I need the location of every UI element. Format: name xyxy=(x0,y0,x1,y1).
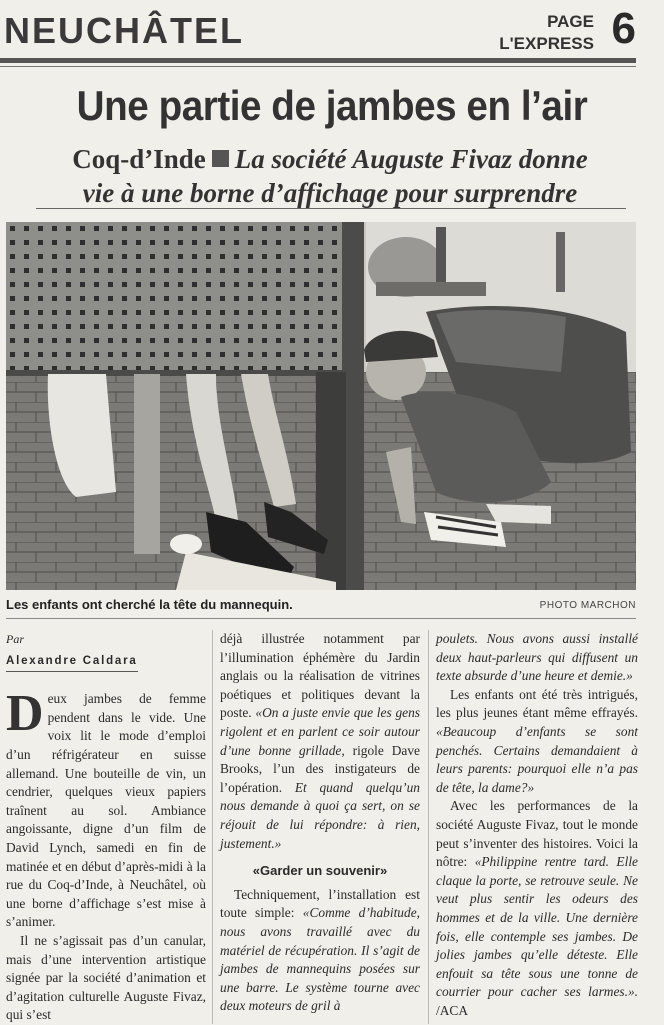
col1-paragraph-2: Il ne s’agissait pas d’un canular, mais d’une intervention artistique signée par la société d’animation et d’agitation culturelle Auguste Fivaz, qui s’est xyxy=(6,932,206,1023)
subheadline xyxy=(20,142,640,210)
col1-paragraph-1 xyxy=(6,685,206,932)
deck-line-1: La société Auguste Fivaz donne xyxy=(234,144,588,174)
masthead-rule xyxy=(0,58,636,63)
col2-p1-quote-2: Et quand quelqu’un nous demande à quoi ça sert, on se réjouit de lui répondre: à rien, justement.» xyxy=(220,779,420,851)
col2-p1-b: rigole Dave Brooks, l’un des instigateurs de l’opération. xyxy=(220,742,420,795)
intertitle: «Garder un souvenir» xyxy=(252,863,388,879)
page-number: 6 xyxy=(611,4,636,53)
article-photo xyxy=(6,222,636,590)
col3-p3-quote: «Philippine rentre tard. Elle claque la porte, se retrouve seule. Ne veut plus sentir les odeurs des hommes et de la ville. Une dernière fois, elle contemple ses jambes. De jolies jambes qu’elle déteste. Elle enfouit sa tête sous une tonne de courrier pour cacher ses larmes.». xyxy=(436,854,638,1000)
column-divider xyxy=(212,630,213,1024)
col1-p1-text: eux jambes de femme pendent dans le vide. Une voix lit le mode d’emploi d’un réfrigérateur en suisse allemand. Une bouteille de vin, un cendrier, quelques vieux papiers traînent au sol. Ambiance angoissante, digne d’un film de David Lynch, samedi en fin de matinée et en début d’après-midi à la rue du Coq-d’Inde, à Neuchâtel, où une borne d’affichage s’est mise à s’animer. xyxy=(6,691,206,930)
col3-p3-a: Avec les performances de la société Auguste Fivaz, tout le monde peut s’inventer des histoires. Voici la nôtre: xyxy=(436,798,638,870)
photo-illustration xyxy=(6,222,636,590)
column-1 xyxy=(6,630,206,1025)
byline-by: Par xyxy=(6,632,24,646)
col3-paragraph-1: poulets. Nous avons aussi installé deux haut-parleurs qui diffusent un texte absurde d’une heure et demie.» xyxy=(436,631,638,684)
column-divider xyxy=(428,630,429,1024)
drop-cap: D xyxy=(6,685,44,743)
square-bullet-icon xyxy=(212,150,229,167)
deck-line-2: vie à une borne d’affichage pour surprendre xyxy=(82,178,578,208)
newspaper-name: L'EXPRESS xyxy=(499,34,594,53)
photo-caption: Les enfants ont cherché la tête du mannequin. xyxy=(6,597,293,612)
col3-paragraph-3 xyxy=(436,797,638,1020)
col2-paragraph-2 xyxy=(220,886,420,1016)
photo-credit: PHOTO MARCHON xyxy=(539,600,636,611)
col2-paragraph-1 xyxy=(220,630,420,853)
section-name: NEUCHÂTEL xyxy=(4,10,244,51)
column-2 xyxy=(220,630,420,1016)
col2-p1-quote-1: «On a juste envie que les gens rigolent et en parlent ce soir autour d’une bonne grillade, xyxy=(220,705,420,758)
rubric: Coq-d’Inde xyxy=(72,144,206,174)
col3-p2-a: Les enfants ont été très intrigués, les plus jeunes étant même effrayés. xyxy=(436,686,638,721)
column-3 xyxy=(436,630,638,1020)
col3-paragraph-2 xyxy=(436,686,638,798)
col2-p2-quote: «Comme d’habitude, nous avons travaillé avec du matériel de récupération. Il s’agit de jambes de mannequins posées sur une barre. Le système tourne avec deux moteurs de gril à xyxy=(220,905,420,1014)
masthead-thin-rule xyxy=(0,66,636,67)
col2-p1-a: déjà illustrée notamment par l’illumination éphémère du Jardin anglais ou la réalisation de vitrines poétiques et politiques devant la poste. xyxy=(220,631,420,721)
caption-rule xyxy=(6,618,636,619)
col3-p2-quote: «Beaucoup d’enfants se sont penchés. Certains demandaient à leurs parents: pourquoi elle n’a pas de tête, la dame?» xyxy=(436,723,638,795)
col2-p2-a: Techniquement, l’installation est toute simple: xyxy=(220,886,420,921)
page-label: PAGE xyxy=(547,12,594,31)
masthead xyxy=(0,0,664,70)
author-signature: /ACA xyxy=(436,1002,468,1018)
byline-author: Alexandre Caldara xyxy=(6,652,138,673)
subhead-rule xyxy=(36,208,626,209)
headline: Une partie de jambes en l’air xyxy=(76,82,588,129)
